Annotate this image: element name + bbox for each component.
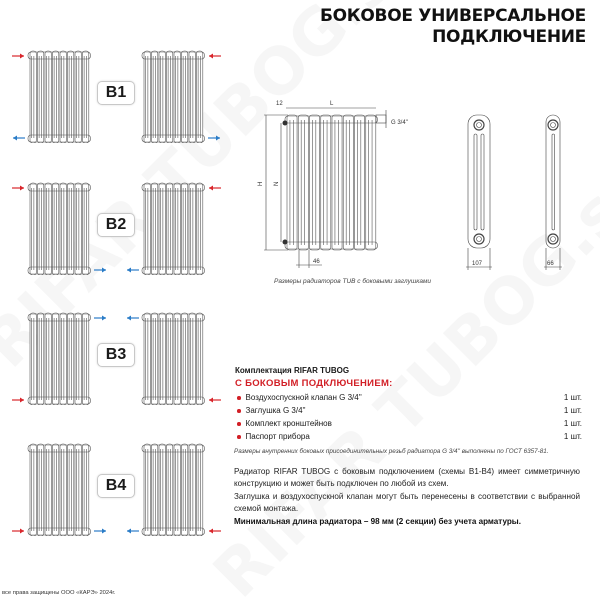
radiator-section xyxy=(152,444,158,536)
side-view-3-column xyxy=(466,115,492,270)
radiator-section xyxy=(182,444,188,536)
radiator-section xyxy=(152,51,158,143)
thread-note: Размеры внутренних боковых присоединительных резьб радиатора G 3/4'' выполнены по ГОСТ 6357-81. xyxy=(234,448,549,455)
dim-N: N xyxy=(274,181,280,186)
radiator-section xyxy=(75,444,81,536)
radiator-section xyxy=(45,444,51,536)
description-paragraph: Заглушка и воздухоспускной клапан могут быть перенесены в соответствии с выбранной схемой монтажа. xyxy=(234,492,580,514)
radiator-section xyxy=(45,183,51,275)
radiator-section xyxy=(287,115,297,250)
radiator-section xyxy=(75,183,81,275)
flow-arrow-icon xyxy=(209,54,221,59)
radiator-section xyxy=(60,51,66,143)
kit-subtitle: С БОКОВЫМ ПОДКЛЮЧЕНИЕМ: xyxy=(235,378,393,389)
flow-arrow-icon xyxy=(12,186,24,191)
min-length-note: Минимальная длина радиатора – 98 мм (2 секции) без учета арматуры. xyxy=(234,517,521,526)
flow-arrow-icon xyxy=(12,54,24,59)
radiator-section xyxy=(30,51,36,143)
flow-arrow-icon xyxy=(94,316,106,321)
front-view xyxy=(283,115,378,250)
radiator-section xyxy=(167,313,173,405)
radiator-section xyxy=(83,51,89,143)
bullet-icon xyxy=(237,396,241,400)
bullet-icon xyxy=(237,409,241,413)
dim-H: H xyxy=(258,181,264,186)
radiator-section xyxy=(144,444,150,536)
page-title xyxy=(320,6,586,48)
scheme-b4 xyxy=(0,436,232,536)
kit-item-qty: 1 шт. xyxy=(563,393,582,402)
kit-item xyxy=(237,432,582,444)
radiator-section xyxy=(60,444,66,536)
flow-arrow-icon xyxy=(127,316,139,321)
flow-arrow-icon xyxy=(208,136,220,141)
scheme-b3 xyxy=(0,305,232,405)
radiator-section xyxy=(197,444,203,536)
flow-arrow-icon xyxy=(12,398,24,403)
radiator-section xyxy=(197,51,203,143)
radiator-left xyxy=(28,313,91,405)
radiator-section xyxy=(83,444,89,536)
radiator-section xyxy=(182,183,188,275)
title-line-2: ПОДКЛЮЧЕНИЕ xyxy=(432,27,586,47)
kit-item xyxy=(237,393,582,405)
scheme-label: B2 xyxy=(97,213,135,237)
bullet-icon xyxy=(237,435,241,439)
radiator-section xyxy=(30,183,36,275)
dim-46: 46 xyxy=(313,259,320,265)
radiator-section xyxy=(75,313,81,405)
kit-item-name: Паспорт прибора xyxy=(245,432,310,441)
radiator-section xyxy=(83,183,89,275)
kit-item-name: Комплект кронштейнов xyxy=(245,419,332,428)
radiator-section xyxy=(68,313,74,405)
radiator-section xyxy=(355,115,365,250)
radiator-section xyxy=(182,313,188,405)
title-line-1: БОКОВОЕ УНИВЕРСАЛЬНОЕ xyxy=(320,6,586,26)
scheme-b1 xyxy=(0,43,232,143)
radiator-section xyxy=(45,51,51,143)
radiator-section xyxy=(159,313,165,405)
radiator-section xyxy=(159,51,165,143)
radiator-section xyxy=(68,51,74,143)
flow-arrow-icon xyxy=(209,186,221,191)
kit-item xyxy=(237,406,582,418)
radiator-section xyxy=(159,183,165,275)
kit-item-name: Заглушка G 3/4'' xyxy=(245,406,306,415)
kit-item-qty: 1 шт. xyxy=(563,432,582,441)
radiator-section xyxy=(167,183,173,275)
radiator-left xyxy=(28,183,91,275)
radiator-section xyxy=(144,313,150,405)
description-paragraph: Радиатор RIFAR TUBOG с боковым подключением (схемы В1-В4) имеет симметричную конструкцию и может быть подключен по любой из схем. xyxy=(234,467,580,489)
radiator-right xyxy=(142,51,205,143)
dimension-drawing xyxy=(250,90,600,275)
radiator-section xyxy=(152,183,158,275)
flow-arrow-icon xyxy=(127,529,139,534)
radiator-section xyxy=(53,51,59,143)
radiator-section xyxy=(60,313,66,405)
scheme-label: B3 xyxy=(97,343,135,367)
radiator-section xyxy=(53,444,59,536)
radiator-section xyxy=(343,115,353,250)
radiator-right xyxy=(142,183,205,275)
dim-12: 12 xyxy=(276,101,283,107)
copyright: все права защищены ООО «КАРЭ» 2024г. xyxy=(2,590,116,596)
dim-107: 107 xyxy=(472,261,483,267)
dim-L: L xyxy=(330,101,334,107)
plug-icon xyxy=(283,240,288,245)
radiator-right xyxy=(142,313,205,405)
flow-arrow-icon xyxy=(209,529,221,534)
radiator-section xyxy=(167,51,173,143)
radiator-section xyxy=(30,444,36,536)
side-view-2-column xyxy=(544,115,562,270)
radiator-section xyxy=(38,313,44,405)
scheme-label: B4 xyxy=(97,474,135,498)
radiator-section xyxy=(30,313,36,405)
radiator-section xyxy=(53,313,59,405)
radiator-section xyxy=(53,183,59,275)
kit-item-qty: 1 шт. xyxy=(563,406,582,415)
radiator-section xyxy=(45,313,51,405)
radiator-section xyxy=(38,51,44,143)
air-valve-icon xyxy=(283,121,288,126)
radiator-section xyxy=(197,183,203,275)
scheme-b2 xyxy=(0,175,232,275)
radiator-section xyxy=(174,444,180,536)
radiator-section xyxy=(60,183,66,275)
radiator-section xyxy=(310,115,320,250)
radiator-section xyxy=(182,51,188,143)
flow-arrow-icon xyxy=(13,136,25,141)
radiator-section xyxy=(174,313,180,405)
radiator-section xyxy=(321,115,331,250)
radiator-section xyxy=(167,444,173,536)
front-radiator xyxy=(285,115,378,250)
scheme-label: B1 xyxy=(97,81,135,105)
radiator-section xyxy=(68,183,74,275)
radiator-section xyxy=(189,183,195,275)
radiator-section xyxy=(197,313,203,405)
radiator-right xyxy=(142,444,205,536)
kit-title: Комплектация RIFAR TUBOG xyxy=(235,366,350,375)
flow-arrow-icon xyxy=(12,529,24,534)
radiator-section xyxy=(83,313,89,405)
radiator-section xyxy=(75,51,81,143)
radiator-section xyxy=(174,183,180,275)
flow-arrow-icon xyxy=(127,268,139,273)
radiator-section xyxy=(366,115,376,250)
radiator-section xyxy=(189,313,195,405)
radiator-section xyxy=(189,444,195,536)
flow-arrow-icon xyxy=(94,268,106,273)
radiator-section xyxy=(144,51,150,143)
radiator-left xyxy=(28,51,91,143)
radiator-section xyxy=(38,183,44,275)
flow-arrow-icon xyxy=(94,529,106,534)
kit-item-name: Воздухоспускной клапан G 3/4'' xyxy=(245,393,362,402)
radiator-section xyxy=(144,183,150,275)
dim-66: 66 xyxy=(547,261,554,267)
radiator-section xyxy=(68,444,74,536)
radiator-section xyxy=(38,444,44,536)
radiator-section xyxy=(174,51,180,143)
radiator-section xyxy=(332,115,342,250)
radiator-section xyxy=(152,313,158,405)
flow-arrow-icon xyxy=(209,398,221,403)
kit-item xyxy=(237,419,582,431)
radiator-section xyxy=(298,115,308,250)
radiator-section xyxy=(189,51,195,143)
radiator-left xyxy=(28,444,91,536)
radiator-section xyxy=(159,444,165,536)
bullet-icon xyxy=(237,422,241,426)
drawing-caption: Размеры радиаторов TUB с боковыми заглушками xyxy=(274,278,432,285)
kit-item-qty: 1 шт. xyxy=(563,419,582,428)
thread-label: G 3/4'' xyxy=(391,120,408,126)
